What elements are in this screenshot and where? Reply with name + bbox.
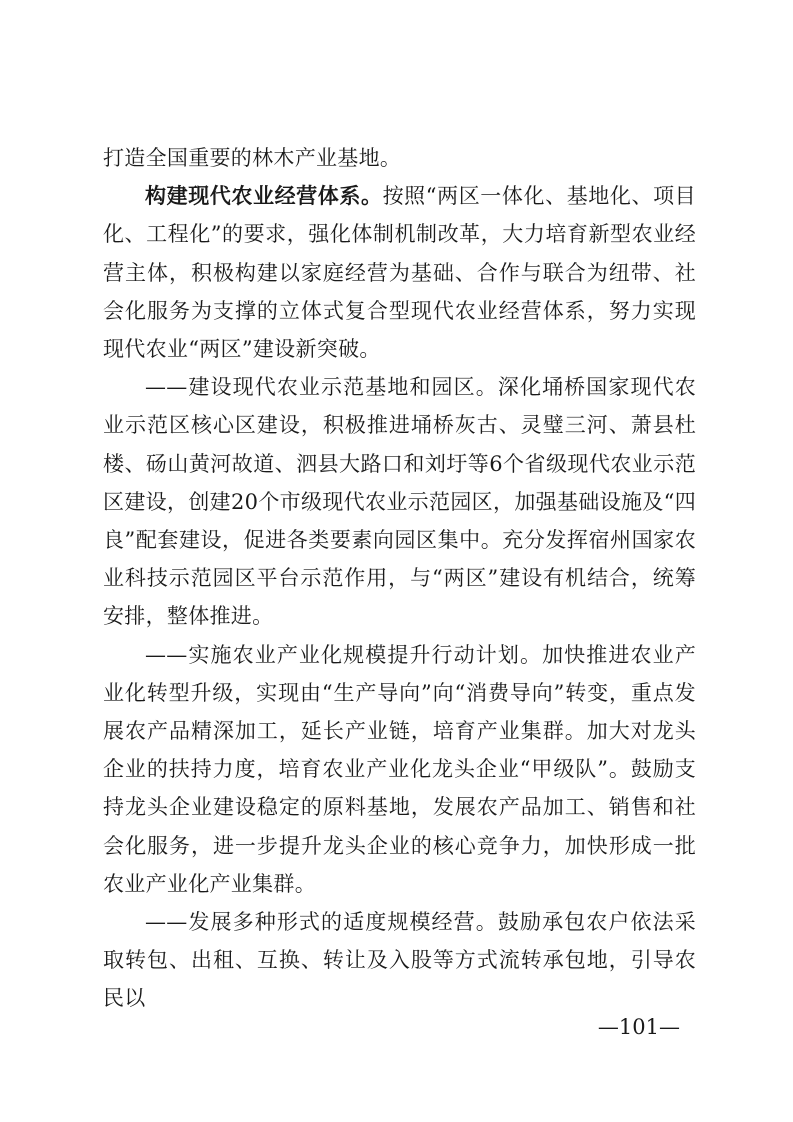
paragraph-2 [103,177,696,368]
paragraph-4 [103,636,696,903]
page-number: —101— [597,1015,680,1039]
paragraph-3 [103,368,696,635]
paragraph-3-text: ——建设现代农业示范基地和园区。深化埇桥国家现代农业示范区核心区建设，积极推进埇桥灰古、灵璧三河、萧县杜楼、砀山黄河故道、泗县大路口和刘圩等6个省级现代农业示范区建设，创建20个市级现代农业示范园区，加强基础设施及“四良”配套建设，促进各类要素向园区集中。充分发挥宿州国家农业科技示范园区平台示范作用，与“两区”建设有机结合，统筹安排，整体推进。 [103,375,696,629]
paragraph-2-heading: 构建现代农业经营体系。 [145,183,383,209]
paragraph-5-text: ——发展多种形式的适度规模经营。鼓励承包农户依法采取转包、出租、互换、转让及入股等方式流转承包地，引导农民以 [103,910,696,1011]
paragraph-5 [103,903,696,1018]
paragraph-2-text: 按照“两区一体化、基地化、项目化、工程化”的要求，强化体制机制改革，大力培育新型农业经营主体，积极构建以家庭经营为基础、合作与联合为纽带、社会化服务为支撑的立体式复合型现代农业经营体系，努力实现现代农业“两区”建设新突破。 [103,184,696,362]
body-text [103,139,696,1018]
paragraph-1-text: 打造全国重要的林木产业基地。 [103,146,402,170]
paragraph-4-text: ——实施农业产业化规模提升行动计划。加快推进农业产业化转型升级，实现由“生产导向”向“消费导向”转变，重点发展农产品精深加工，延长产业链，培育产业集群。加大对龙头企业的扶持力度，培育农业产业化龙头企业“甲级队”。鼓励支持龙头企业建设稳定的原料基地，发展农产品加工、销售和社会化服务，进一步提升龙头企业的核心竞争力，加快形成一批农业产业化产业集群。 [103,642,696,896]
paragraph-1 [103,139,696,177]
